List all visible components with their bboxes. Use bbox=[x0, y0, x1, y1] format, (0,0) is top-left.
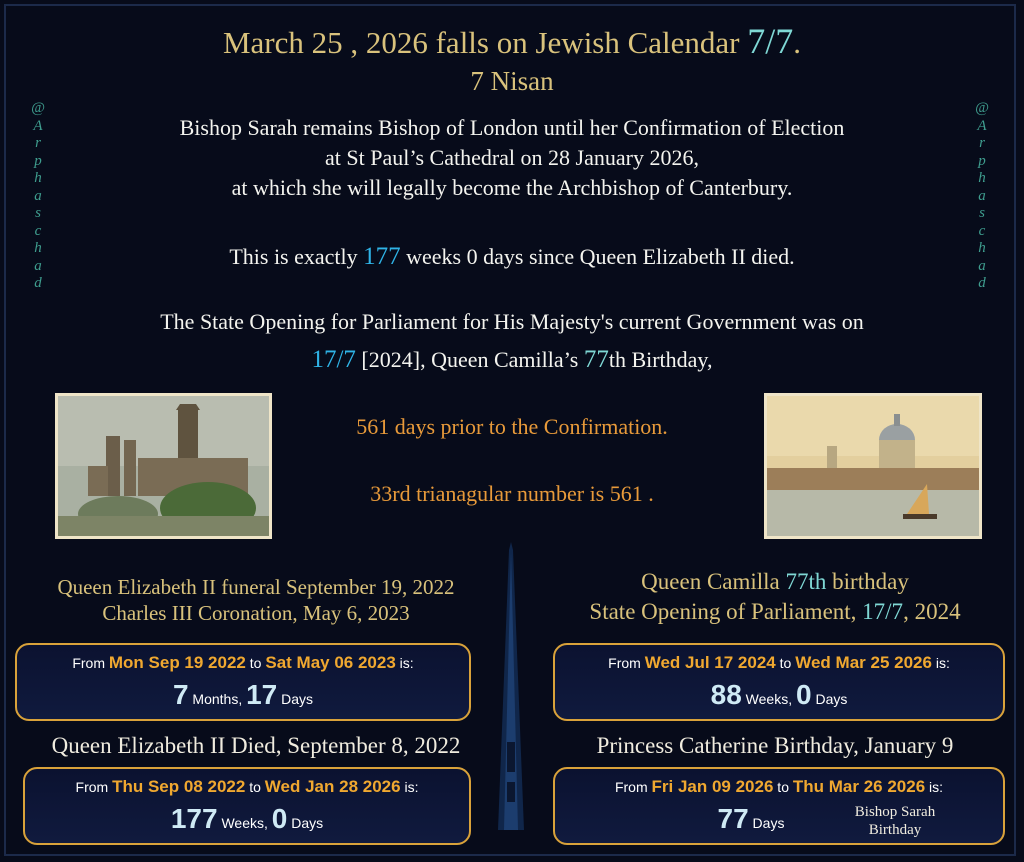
title-suffix: . bbox=[793, 25, 802, 60]
text: birthday bbox=[826, 569, 909, 594]
right-caption-camilla-parliament bbox=[540, 567, 1010, 627]
end-date: Wed Jan 28 2026 bbox=[264, 777, 401, 796]
text: weeks 0 days since Queen Elizabeth II died. bbox=[400, 244, 795, 269]
text: to bbox=[245, 779, 265, 795]
date-range bbox=[555, 653, 1003, 673]
page-title bbox=[0, 20, 1024, 62]
duration bbox=[25, 803, 469, 835]
duration-unit: Months, bbox=[188, 691, 247, 707]
duration-unit: Weeks, bbox=[741, 691, 796, 707]
text: to bbox=[775, 655, 796, 671]
caption-line bbox=[540, 567, 1010, 597]
duration-number: 7 bbox=[172, 679, 189, 710]
paragraph-weeks-since bbox=[0, 242, 1024, 272]
start-date: Wed Jul 17 2024 bbox=[644, 653, 776, 672]
duration-unit: Days bbox=[748, 815, 785, 831]
text: th Birthday, bbox=[608, 347, 713, 372]
weeks-number: 177 bbox=[363, 243, 401, 270]
bishop-sarah-birthday-note bbox=[845, 803, 945, 839]
left-side-credit: @ A r p h a s c h a d bbox=[31, 100, 45, 291]
duration-unit: Days bbox=[277, 691, 314, 707]
start-date: Thu Sep 08 2022 bbox=[112, 777, 246, 796]
age-highlight: 77 bbox=[583, 346, 609, 373]
paragraph-line: at St Paul’s Cathedral on 28 January 2026, bbox=[325, 145, 699, 170]
text: From bbox=[75, 779, 113, 795]
duration-number: 77 bbox=[717, 803, 749, 834]
text: From bbox=[608, 655, 645, 671]
title-date-highlight: 7/7 bbox=[747, 21, 794, 61]
text: to bbox=[245, 655, 266, 671]
date-range bbox=[17, 653, 469, 673]
paragraph-line: Bishop Sarah remains Bishop of London until her Confirmation of Election bbox=[179, 115, 845, 140]
date-calc-box-funeral-coronation bbox=[15, 643, 471, 721]
text: This is exactly bbox=[229, 244, 364, 269]
date-calc-box-state-opening bbox=[553, 643, 1005, 721]
date-calc-box-catherine-birthday bbox=[553, 767, 1005, 845]
start-date: Fri Jan 09 2026 bbox=[651, 777, 774, 796]
title-text: March 25 , 2026 falls on Jewish Calendar bbox=[222, 25, 748, 60]
duration-number: 88 bbox=[710, 679, 742, 710]
text: is: bbox=[395, 655, 414, 671]
left-caption-queen-died: Queen Elizabeth II Died, September 8, 2022 bbox=[51, 733, 461, 758]
text: is: bbox=[400, 779, 419, 795]
duration-number: 0 bbox=[795, 679, 812, 710]
highlight: 17/7 bbox=[862, 599, 904, 624]
end-date: Thu Mar 26 2026 bbox=[792, 777, 926, 796]
right-caption-catherine-birthday: Princess Catherine Birthday, January 9 bbox=[596, 733, 954, 758]
start-date: Mon Sep 19 2022 bbox=[108, 653, 246, 672]
left-caption-funeral-coronation bbox=[14, 574, 498, 626]
caption-line: Queen Elizabeth II funeral September 19, 2022 bbox=[57, 575, 455, 599]
text: From bbox=[614, 779, 652, 795]
spire-icon bbox=[496, 542, 526, 832]
text: , 2024 bbox=[903, 599, 961, 624]
text: Queen Camilla bbox=[641, 569, 786, 594]
duration-unit: Days bbox=[287, 815, 324, 831]
paragraph-line: The State Opening for Parliament for His Majesty's current Government was on bbox=[160, 309, 864, 334]
note-line: Bishop Sarah bbox=[854, 804, 936, 820]
text: is: bbox=[925, 779, 944, 795]
duration-unit: Days bbox=[811, 691, 848, 707]
text: From bbox=[72, 655, 109, 671]
date-highlight: 17/7 bbox=[311, 346, 356, 373]
text: State Opening of Parliament, bbox=[589, 599, 863, 624]
text: to bbox=[773, 779, 793, 795]
end-date: Wed Mar 25 2026 bbox=[795, 653, 932, 672]
duration-number: 177 bbox=[170, 803, 218, 834]
duration bbox=[555, 679, 1003, 711]
paragraph-line: at which she will legally become the Archbishop of Canterbury. bbox=[231, 175, 793, 200]
paragraph-bishop-sarah bbox=[0, 113, 1024, 203]
orange-note-days-prior: 561 days prior to the Confirmation. bbox=[356, 414, 668, 439]
duration-unit: Weeks, bbox=[217, 815, 272, 831]
date-range bbox=[555, 777, 1003, 797]
text: [2024], Queen Camilla’s bbox=[355, 347, 584, 372]
date-calc-box-queen-died bbox=[23, 767, 471, 845]
caption-line bbox=[540, 597, 1010, 627]
paragraph-line bbox=[0, 345, 1024, 375]
orange-note-triangular: 33rd trianagular number is 561 . bbox=[370, 481, 654, 506]
caption-line: Charles III Coronation, May 6, 2023 bbox=[102, 601, 410, 625]
end-date: Sat May 06 2023 bbox=[265, 653, 396, 672]
page-subtitle: 7 Nisan bbox=[470, 66, 554, 96]
duration-number: 17 bbox=[246, 679, 278, 710]
text: is: bbox=[931, 655, 950, 671]
duration bbox=[17, 679, 469, 711]
paragraph-state-opening bbox=[0, 307, 1024, 375]
highlight: 77th bbox=[785, 569, 827, 594]
date-range bbox=[25, 777, 469, 797]
note-line: Birthday bbox=[868, 822, 922, 838]
duration-number: 0 bbox=[271, 803, 288, 834]
right-side-credit: @ A r p h a s c h a d bbox=[975, 100, 989, 291]
